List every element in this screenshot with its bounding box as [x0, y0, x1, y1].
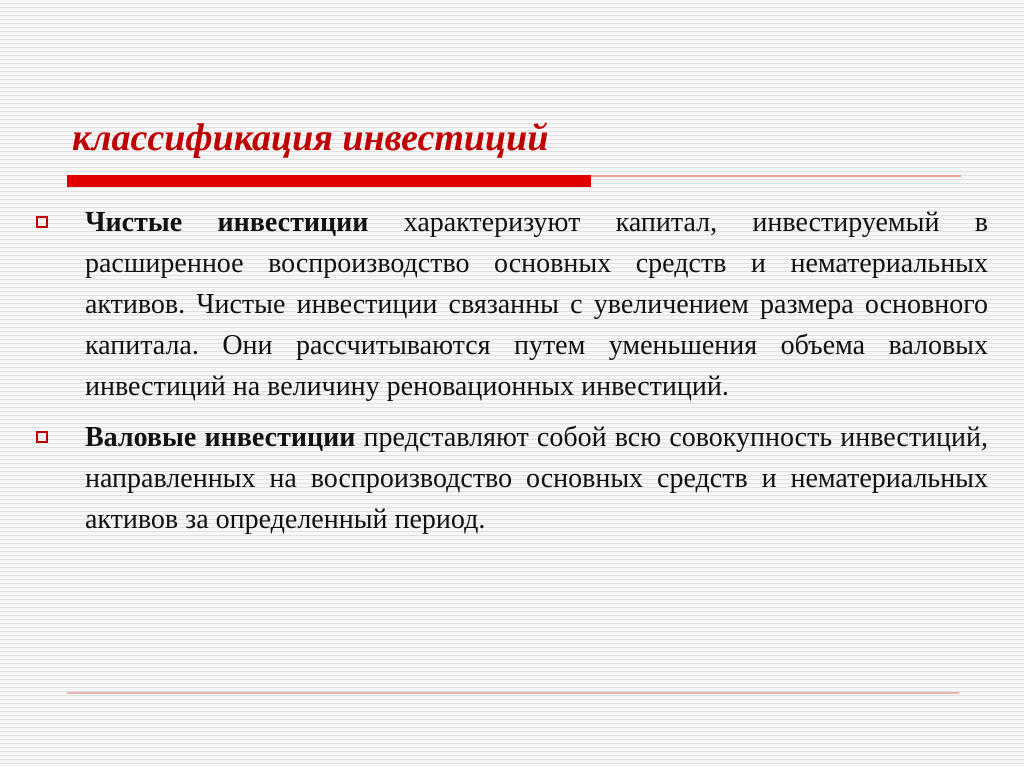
bullet-item-gross-investments: [36, 417, 988, 540]
title-underline-thick: [67, 175, 591, 187]
slide-title: классификация инвестиций: [72, 117, 549, 159]
bullet-term: Валовые инвестиции: [85, 422, 356, 453]
footer-divider: [67, 692, 959, 694]
bullet-item-net-investments: [36, 202, 988, 407]
square-bullet-icon: [36, 216, 48, 228]
bullet-text: представляют собой всю совокупность инвестиций, направленных на воспроизводство основных средств и нематериальных активов за определенный период.: [85, 422, 988, 535]
bullet-term: Чистые инвестиции: [85, 207, 369, 238]
bullet-paragraph: [85, 202, 988, 407]
title-underline-thin: [591, 175, 961, 177]
square-bullet-icon: [36, 431, 48, 443]
bullet-paragraph: [85, 417, 988, 540]
bullet-text: характеризуют капитал, инвестируемый в расширенное воспроизводство основных средств и нематериальных активов. Чистые инвестиции связанны с увеличением размера основного капитала. Они рассчитываются путем уменьшения объема валовых инвестиций на величину реновационных инвестиций.: [85, 207, 988, 402]
slide-content: [36, 202, 988, 642]
